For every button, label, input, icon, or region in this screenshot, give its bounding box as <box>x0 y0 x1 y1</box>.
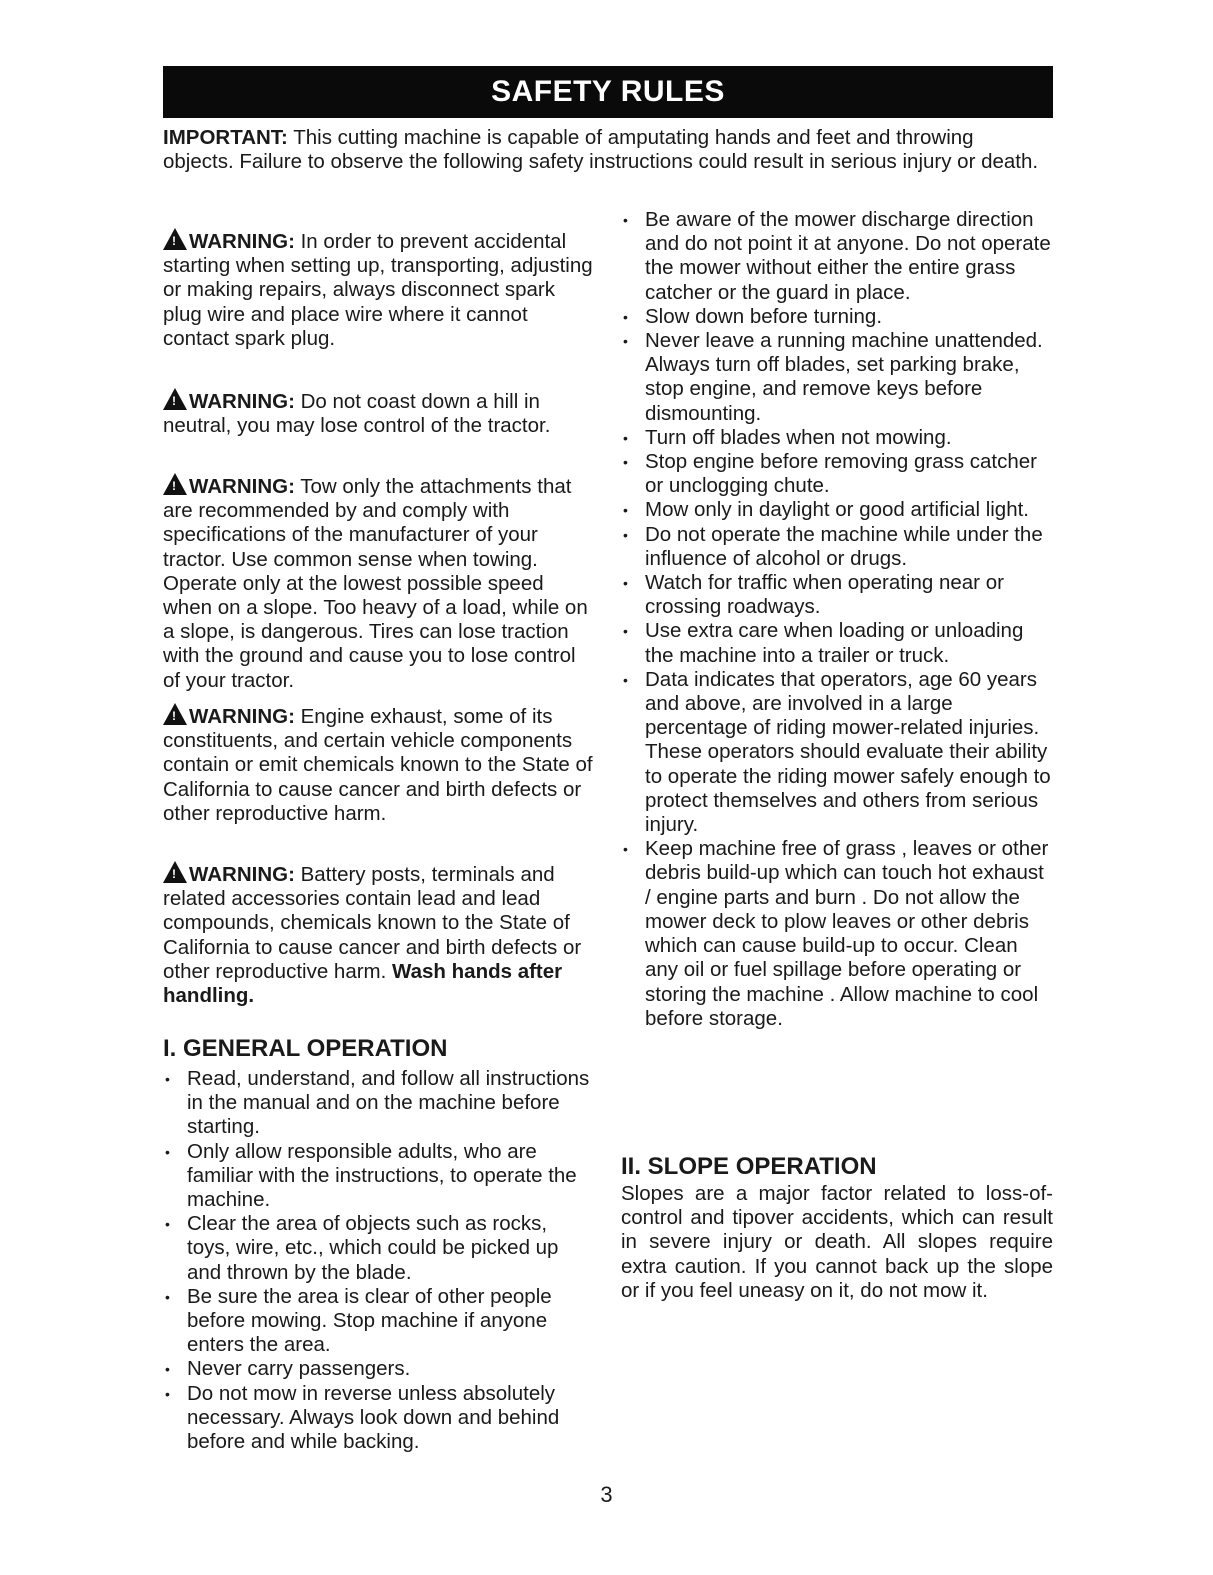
list-item: • Use extra care when loading or unloading the machine into a trailer or truck. <box>621 619 1053 667</box>
warning-label: WARNING: <box>189 705 295 728</box>
list-item: • Stop engine before removing grass catcher or unclogging chute. <box>621 450 1053 498</box>
warning-triangle-icon: ! <box>163 703 187 725</box>
warning-text: Battery posts, terminals and related accessories contain lead and lead compounds, chemicals known to the State of California to cause cancer and birth defects or other reproductive harm. <box>163 863 582 983</box>
warning-text: Tow only the attachments that are recommended by and comply with specifications of the manufacturer of your tractor. Use common sense when towing. Operate only at the lowest possible speed when on a slope. Too heavy of a load, while on a slope, is dangerous. Tires can lose traction with the ground and cause you to lose control of your tractor. <box>163 475 588 692</box>
list-item: • Turn off blades when not mowing. <box>621 426 1053 450</box>
warning-3 <box>163 473 593 693</box>
list-item: • Be sure the area is clear of other people before mowing. Stop machine if anyone enters the area. <box>163 1285 593 1358</box>
warning-label: WARNING: <box>189 390 295 413</box>
general-operation-list <box>163 1067 593 1454</box>
warning-label: WARNING: <box>189 863 295 886</box>
warning-5 <box>163 861 593 1008</box>
list-item: • Be aware of the mower discharge direction and do not point it at anyone. Do not operate the mower without either the entire grass catcher or the guard in place. <box>621 208 1053 305</box>
slope-operation-text: Slopes are a major factor related to loss-of-control and tipover accidents, which can result in severe injury or death. All slopes require extra caution. If you cannot back up the slope or if you feel uneasy on it, do not mow it. <box>621 1182 1053 1302</box>
warning-triangle-icon: ! <box>163 388 187 410</box>
important-notice <box>163 126 1048 174</box>
list-item: • Data indicates that operators, age 60 years and above, are involved in a large percentage of riding mower-related injuries. These operators should evaluate their ability to operate the riding mower safely enough to protect themselves and others from serious injury. <box>621 668 1053 837</box>
list-item: • Mow only in daylight or good artificial light. <box>621 498 1053 522</box>
list-item: • Keep machine free of grass , leaves or other debris build-up which can touch hot exhaust / engine parts and burn . Do not allow the mower deck to plow leaves or other debris which can cause build-up to occur. Clean any oil or fuel spillage before operating or storing the machine . Allow machine to cool before storage. <box>621 837 1053 1031</box>
warning-label: WARNING: <box>189 230 295 253</box>
list-item: • Watch for traffic when operating near or crossing roadways. <box>621 571 1053 619</box>
list-item: • Slow down before turning. <box>621 305 1053 329</box>
general-operation-heading: I. GENERAL OPERATION <box>163 1035 448 1062</box>
list-item: • Never leave a running machine unattended. Always turn off blades, set parking brake, stop engine, and remove keys before dismounting. <box>621 329 1053 426</box>
warning-text: Do not coast down a hill in neutral, you may lose control of the tractor. <box>163 390 551 438</box>
general-operation-list-continued <box>621 208 1053 1031</box>
warning-text: Engine exhaust, some of its constituents, and certain vehicle components contain or emit chemicals known to the State of California to cause cancer and birth defects or other reproductive harm. <box>163 705 593 825</box>
warning-text: In order to prevent accidental starting when setting up, transporting, adjusting or making repairs, always disconnect spark plug wire and place wire where it cannot contact spark plug. <box>163 230 593 350</box>
page-title: SAFETY RULES <box>163 66 1053 118</box>
list-item: • Read, understand, and follow all instructions in the manual and on the machine before starting. <box>163 1067 593 1140</box>
important-label: IMPORTANT: <box>163 126 288 149</box>
important-text: This cutting machine is capable of amputating hands and feet and throwing objects. Failure to observe the following safety instructions could result in serious injury or death. <box>163 126 1039 173</box>
list-item: • Only allow responsible adults, who are familiar with the instructions, to operate the machine. <box>163 1140 593 1213</box>
slope-operation-heading: II. SLOPE OPERATION <box>621 1153 877 1180</box>
warning-triangle-icon: ! <box>163 473 187 495</box>
warning-1 <box>163 228 593 351</box>
warning-4 <box>163 703 593 826</box>
warning-emphasis: Wash hands after handling. <box>163 959 563 1008</box>
page-number: 3 <box>600 1482 613 1507</box>
list-item: • Do not operate the machine while under the influence of alcohol or drugs. <box>621 523 1053 571</box>
list-item: • Do not mow in reverse unless absolutely necessary. Always look down and behind before and while backing. <box>163 1382 593 1455</box>
list-item: • Clear the area of objects such as rocks, toys, wire, etc., which could be picked up and thrown by the blade. <box>163 1212 593 1285</box>
warning-triangle-icon: ! <box>163 861 187 883</box>
warning-2 <box>163 388 593 438</box>
warning-label: WARNING: <box>189 475 295 498</box>
warning-triangle-icon: ! <box>163 228 187 250</box>
list-item: • Never carry passengers. <box>163 1357 593 1381</box>
